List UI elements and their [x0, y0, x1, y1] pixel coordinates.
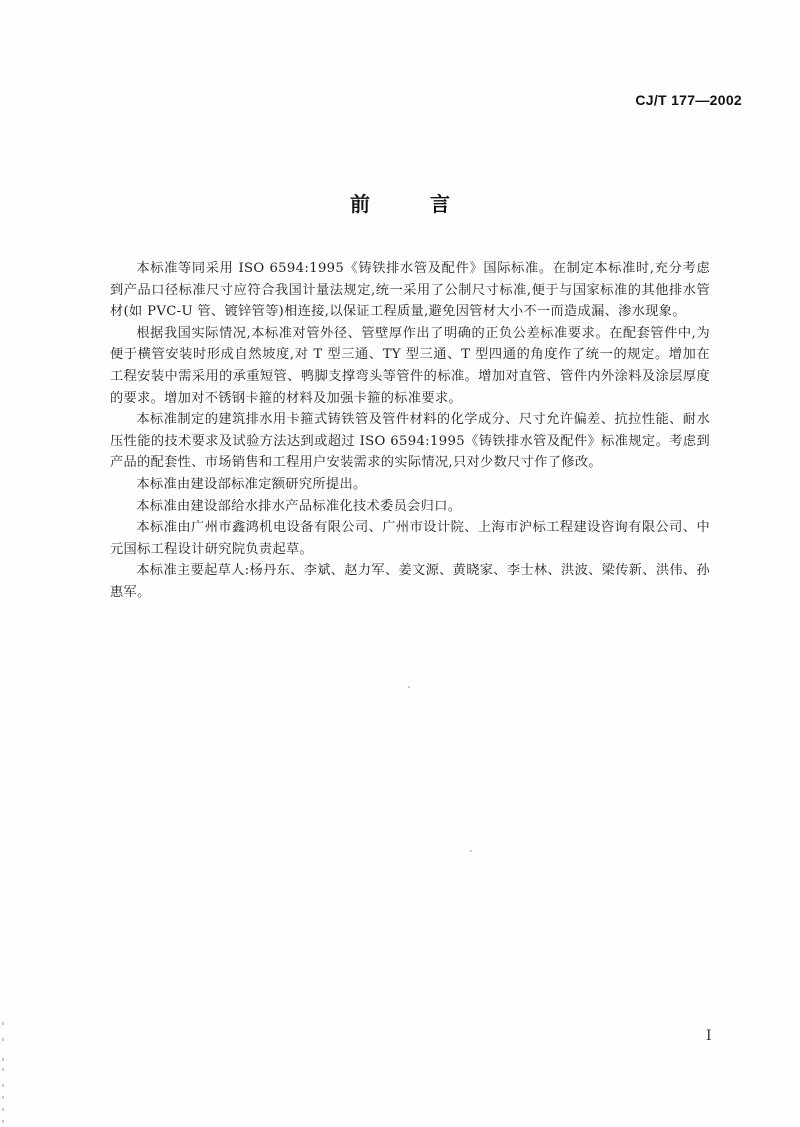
title-char-2: 言	[430, 192, 450, 216]
paragraph-adoption: 本标准等同采用 ISO 6594:1995《铸铁排水管及配件》国际标准。在制定本标准时,充分考虑到产品口径标准尺寸应符合我国计量法规定,统一采用了公制尺寸标准,便于与国家标准的其他排水管材(如 PVC-U 管、镀锌管等)相连接,以保证工程质量,避免因管材大小不一而造成漏、渗水现象。	[110, 261, 710, 320]
title-char-1: 前	[350, 192, 370, 216]
standard-code: CJ/T 177—2002	[635, 92, 742, 108]
scan-speck	[408, 686, 410, 688]
paragraph-technical-requirements: 本标准制定的建筑排水用卡箍式铸铁管及管件材料的化学成分、尺寸允许偏差、抗拉性能、耐水压性能的技术要求及试验方法达到或超过 ISO 6594:1995《铸铁排水管及配件》标准规定。考虑到产品的配套性、市场销售和工程用户安装需求的实际情况,只对少数尺寸作了修改。	[110, 412, 710, 471]
paragraph-drafting-units: 本标准由广州市鑫鸿机电设备有限公司、广州市设计院、上海市沪标工程建设咨询有限公司、中元国标工程设计研究院负责起草。	[110, 520, 710, 557]
paragraph-tolerance: 根据我国实际情况,本标准对管外径、管壁厚作出了明确的正负公差标准要求。在配套管件中,为便于横管安装时形成自然坡度,对 T 型三通、TY 型三通、T 型四通的角度作了统一的规定。增加在工程安装中需采用的承重短管、鸭脚支撑弯头等管件的标准。增加对直管、管件内外涂料及涂层厚度的要求。增加对不锈钢卡箍的材料及加强卡箍的标准要求。	[110, 325, 710, 406]
paragraph-proposer: 本标准由建设部标准定额研究所提出。	[136, 476, 367, 492]
page-title	[0, 188, 800, 217]
scan-edge-marks	[0, 1010, 12, 1127]
paragraph-drafters: 本标准主要起草人:杨丹东、李斌、赵力军、姜文源、黄晓家、李士林、洪波、梁传新、洪伟、孙惠军。	[110, 563, 710, 600]
paragraph-committee: 本标准由建设部给水排水产品标准化技术委员会归口。	[136, 498, 462, 514]
scan-speck	[470, 850, 472, 852]
foreword-body	[110, 258, 710, 604]
page-number: I	[706, 1028, 712, 1044]
